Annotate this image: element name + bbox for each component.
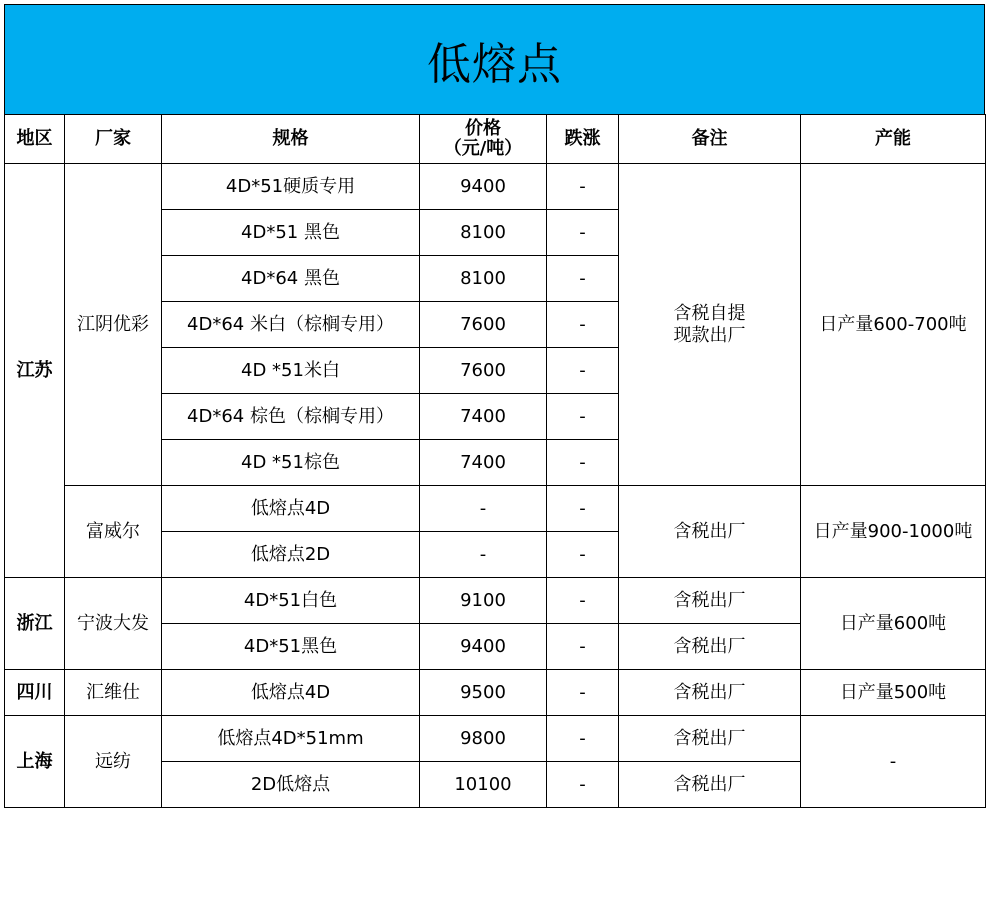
table-row [5, 670, 986, 716]
spec-cell: 2D低熔点 [162, 762, 420, 808]
note-cell: 含税出厂 [619, 578, 801, 624]
table-row [5, 716, 986, 762]
note-cell-jiangyin [619, 164, 801, 486]
price-cell: 8100 [420, 210, 547, 256]
price-sheet [4, 4, 985, 808]
spec-cell: 4D*51白色 [162, 578, 420, 624]
factory-cell-fuweier: 富威尔 [65, 486, 162, 578]
factory-cell-huiweishi: 汇维仕 [65, 670, 162, 716]
capacity-cell-jiangyin: 日产量600-700吨 [801, 164, 986, 486]
table-row [5, 164, 986, 210]
header-change: 跌涨 [547, 115, 619, 164]
sheet-title: 低熔点 [4, 4, 985, 114]
price-cell: 8100 [420, 256, 547, 302]
note-line1: 含税自提 [673, 302, 746, 324]
factory-cell-yuanfang: 远纺 [65, 716, 162, 808]
spec-cell: 4D*64 米白（棕榈专用） [162, 302, 420, 348]
note-cell: 含税出厂 [619, 624, 801, 670]
price-cell: 7600 [420, 348, 547, 394]
header-capacity: 产能 [801, 115, 986, 164]
spec-cell: 低熔点2D [162, 532, 420, 578]
change-cell: - [547, 716, 619, 762]
price-cell: 7400 [420, 394, 547, 440]
capacity-cell-fuweier: 日产量900-1000吨 [801, 486, 986, 578]
change-cell: - [547, 394, 619, 440]
price-cell: - [420, 532, 547, 578]
capacity-cell-huiweishi: 日产量500吨 [801, 670, 986, 716]
price-cell: 9800 [420, 716, 547, 762]
change-cell: - [547, 624, 619, 670]
spec-cell: 4D *51米白 [162, 348, 420, 394]
spec-cell: 4D*51 黑色 [162, 210, 420, 256]
header-note: 备注 [619, 115, 801, 164]
note-line2: 现款出厂 [673, 324, 746, 346]
spec-cell: 4D*51黑色 [162, 624, 420, 670]
price-cell: 9500 [420, 670, 547, 716]
change-cell: - [547, 210, 619, 256]
region-cell-sichuan: 四川 [5, 670, 65, 716]
change-cell: - [547, 762, 619, 808]
header-price-line1: 价格 [465, 118, 501, 139]
price-cell: 7600 [420, 302, 547, 348]
spec-cell: 低熔点4D [162, 486, 420, 532]
factory-cell-ningbo: 宁波大发 [65, 578, 162, 670]
note-cell: 含税出厂 [619, 716, 801, 762]
change-cell: - [547, 670, 619, 716]
region-cell-zhejiang: 浙江 [5, 578, 65, 670]
change-cell: - [547, 486, 619, 532]
change-cell: - [547, 440, 619, 486]
spec-cell: 低熔点4D*51mm [162, 716, 420, 762]
change-cell: - [547, 348, 619, 394]
change-cell: - [547, 578, 619, 624]
table-row [5, 578, 986, 624]
region-cell-shanghai: 上海 [5, 716, 65, 808]
spec-cell: 4D*51硬质专用 [162, 164, 420, 210]
capacity-cell-yuanfang: - [801, 716, 986, 808]
price-cell: 10100 [420, 762, 547, 808]
header-price [420, 115, 547, 164]
price-cell: - [420, 486, 547, 532]
header-factory: 厂家 [65, 115, 162, 164]
price-cell: 7400 [420, 440, 547, 486]
capacity-cell-ningbo: 日产量600吨 [801, 578, 986, 670]
change-cell: - [547, 256, 619, 302]
spec-cell: 4D*64 棕色（棕榈专用） [162, 394, 420, 440]
change-cell: - [547, 302, 619, 348]
spec-cell: 4D*64 黑色 [162, 256, 420, 302]
note-cell: 含税出厂 [619, 762, 801, 808]
price-table [4, 114, 986, 808]
table-row [5, 486, 986, 532]
header-price-line2: （元/吨） [443, 138, 523, 159]
header-row [5, 115, 986, 164]
spec-cell: 4D *51棕色 [162, 440, 420, 486]
price-cell: 9400 [420, 624, 547, 670]
change-cell: - [547, 532, 619, 578]
price-cell: 9100 [420, 578, 547, 624]
note-cell: 含税出厂 [619, 670, 801, 716]
change-cell: - [547, 164, 619, 210]
spec-cell: 低熔点4D [162, 670, 420, 716]
price-cell: 9400 [420, 164, 547, 210]
region-cell-jiangsu: 江苏 [5, 164, 65, 578]
factory-cell-jiangyin: 江阴优彩 [65, 164, 162, 486]
header-region: 地区 [5, 115, 65, 164]
header-spec: 规格 [162, 115, 420, 164]
note-cell-fuweier: 含税出厂 [619, 486, 801, 578]
